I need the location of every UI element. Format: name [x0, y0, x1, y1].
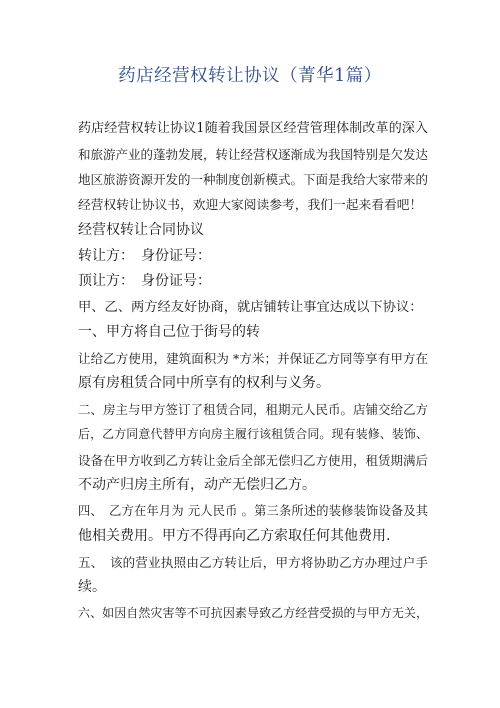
body-line: 药店经营权转让协议1随着我国景区经营管理体制改革的深入	[78, 121, 428, 136]
body-line: 后，乙方同意代替甲方向房主履行该租赁合同。现有装修、装饰、	[78, 427, 428, 441]
body-line: 和旅游产业的蓬勃发展，转让经营权逐渐成为我国特别是欠发达	[78, 146, 429, 162]
body-line: 设备在甲方收到乙方转让金后全部无偿归乙方使用，租赁期满后	[78, 452, 429, 468]
body-line: 六、如因自然灾害等不可抗因素导致乙方经营受损的与甲方无关，	[78, 605, 428, 620]
body-line: 经营权转让协议书，欢迎大家阅读参考，我们一起来看看吧！	[78, 197, 423, 213]
body-line: 转让方： 身份证号：	[78, 247, 211, 264]
body-line: 原有房租赁合同中所享有的权利与义务。	[78, 375, 330, 391]
body-line: 一、甲方将自己位于街号的转	[78, 324, 260, 340]
body-line: 顶让方： 身份证号：	[78, 273, 211, 289]
body-line: 经营权转让合同协议	[78, 222, 204, 238]
body-line: 四、 乙方在年月为 元人民币 。第三条所述的装修装饰设备及其	[78, 503, 428, 518]
body-line: 五、 该的营业执照由乙方转让后，甲方将协助乙方办理过户手	[78, 554, 428, 570]
body-line: 不动产归房主所有，动产无偿归乙方。	[78, 477, 316, 493]
document-body	[78, 116, 428, 626]
body-line: 甲、乙、两方经友好协商，就店铺转让事宜达成以下协议：	[78, 299, 423, 315]
body-line: 二、房主与甲方签订了租赁合同，租期元人民币。店铺交给乙方	[78, 401, 429, 417]
document-title: 药店经营权转让协议（菁华1篇）	[118, 66, 382, 86]
body-line: 续。	[78, 579, 106, 595]
body-line: 让给乙方使用，建筑面积为 *方米；并保证乙方同等享有甲方在	[78, 350, 428, 366]
body-line: 地区旅游资源开发的一种制度创新模式。下面是我给大家带来的	[78, 172, 429, 187]
body-line: 他相关费用。甲方不得再向乙方索取任何其他费用.	[78, 528, 391, 544]
